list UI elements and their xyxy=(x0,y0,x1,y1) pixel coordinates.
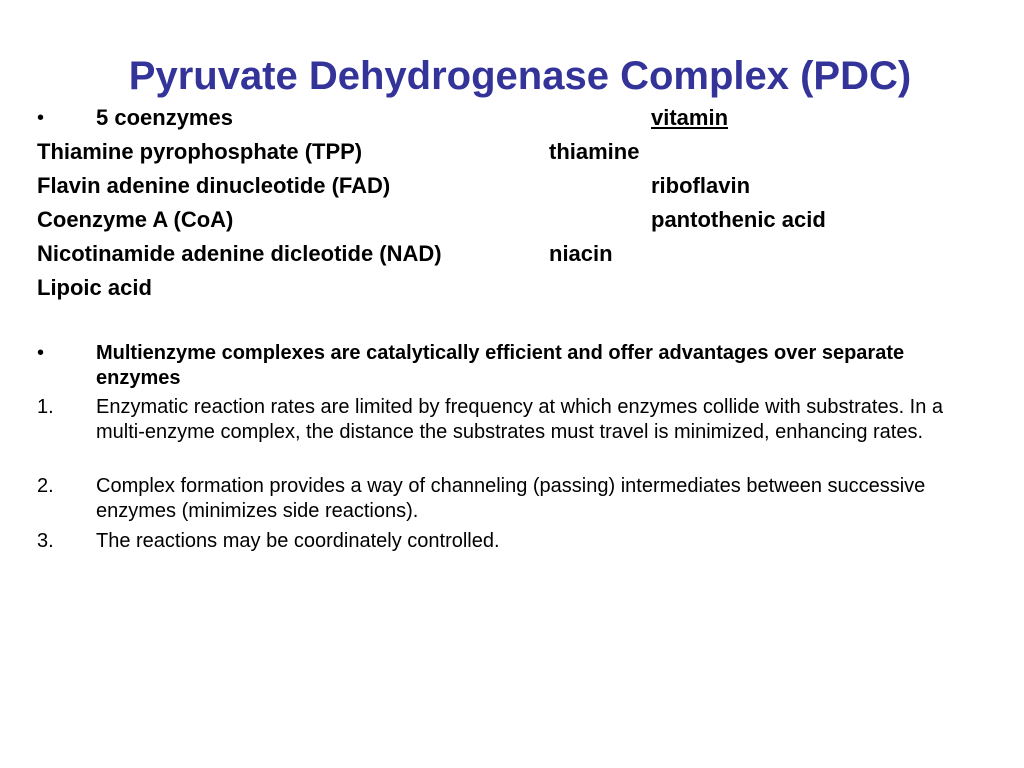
vitamin-header: vitamin xyxy=(651,105,729,130)
list-marker: 1. xyxy=(37,396,54,418)
list-item: Enzymatic reaction rates are limited by frequency at which enzymes collide with substrates. In a multi-enzyme complex, the distance the substrates must travel is minimized, enhancing rates. xyxy=(96,396,944,443)
advantages-heading: Multienzyme complexes are catalytically efficient and offer advantages over separate enzymes xyxy=(96,342,905,389)
bullet: • xyxy=(37,107,45,129)
vitamin-name: niacin xyxy=(549,241,613,266)
list-marker: 2. xyxy=(37,475,54,497)
coenzyme-name: Flavin adenine dinucleotide (FAD) xyxy=(37,173,391,198)
coenzyme-name: Nicotinamide adenine dicleotide (NAD) xyxy=(37,241,442,266)
list-item: The reactions may be coordinately controlled. xyxy=(96,530,500,552)
vitamin-name: pantothenic acid xyxy=(651,207,826,232)
coenzymes-header: 5 coenzymes xyxy=(96,105,233,130)
vitamin-name: riboflavin xyxy=(651,173,751,198)
vitamin-name: thiamine xyxy=(549,139,640,164)
coenzyme-name: Thiamine pyrophosphate (TPP) xyxy=(37,139,363,164)
coenzyme-name: Lipoic acid xyxy=(37,275,152,300)
coenzyme-name: Coenzyme A (CoA) xyxy=(37,207,234,232)
list-item: Complex formation provides a way of channeling (passing) intermediates between successive enzymes (minimizes side reactions). xyxy=(96,475,926,522)
list-marker: 3. xyxy=(37,530,54,552)
slide-title: Pyruvate Dehydrogenase Complex (PDC) xyxy=(128,54,912,98)
bullet: • xyxy=(37,342,45,364)
